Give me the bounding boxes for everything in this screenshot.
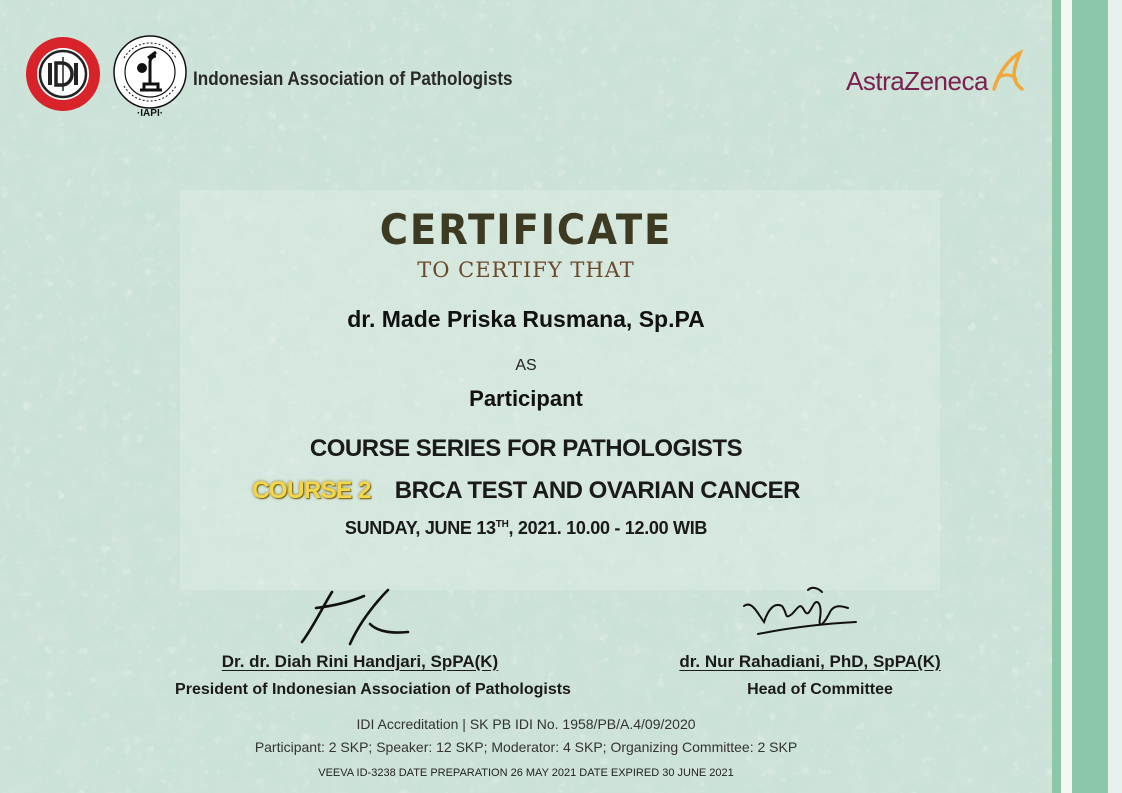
left-signer-title: President of Indonesian Association of Pathologists	[175, 681, 571, 698]
veeva-id-line: VEEVA ID-3238 DATE PREPARATION 26 MAY 2021 DATE EXPIRED 30 JUNE 2021	[318, 767, 734, 779]
left-signature	[292, 586, 412, 646]
certificate-title: CERTIFICATE	[379, 205, 673, 254]
as-label: AS	[515, 357, 537, 374]
decorative-stripe	[1052, 0, 1061, 793]
accreditation-line: IDI Accreditation | SK PB IDI No. 1958/PB/A.4/09/2020	[356, 716, 696, 732]
right-signer-title: Head of Committee	[747, 681, 893, 698]
event-date-day: SUNDAY, JUNE 13	[344, 518, 496, 538]
left-signer-name: Dr. dr. Diah Rini Handjari, SpPA(K)	[221, 652, 499, 671]
astrazeneca-mark-icon	[986, 49, 1028, 95]
sponsor-name: AstraZeneca	[846, 66, 988, 96]
right-signature	[738, 584, 863, 646]
idi-logo	[24, 35, 102, 113]
event-date-suffix: TH	[495, 519, 509, 530]
skp-credits-line: Participant: 2 SKP; Speaker: 12 SKP; Moderator: 4 SKP; Organizing Committee: 2 SKP	[254, 739, 798, 755]
association-name: Indonesian Association of Pathologists	[193, 69, 513, 90]
astrazeneca-logo	[846, 47, 1031, 99]
course-series-title: COURSE SERIES FOR PATHOLOGISTS	[309, 435, 743, 462]
course-tag: COURSE 2	[252, 477, 371, 504]
decorative-stripe	[1072, 0, 1108, 793]
right-signer-name: dr. Nur Rahadiani, PhD, SpPA(K)	[679, 652, 941, 671]
participant-role: Participant	[469, 386, 583, 411]
certificate-subtitle: TO CERTIFY THAT	[417, 258, 635, 282]
iapi-logo	[110, 28, 190, 118]
decorative-stripe-gap	[1061, 0, 1072, 793]
event-date	[0, 518, 1052, 539]
svg-text:·IAPI·: ·IAPI·	[136, 108, 164, 118]
recipient-name: dr. Made Priska Rusmana, Sp.PA	[347, 306, 705, 332]
decorative-stripe	[1108, 0, 1122, 793]
course-line	[0, 477, 1052, 505]
course-title: BRCA TEST AND OVARIAN CANCER	[394, 477, 800, 504]
event-date-time: , 2021. 10.00 - 12.00 WIB	[508, 518, 708, 538]
